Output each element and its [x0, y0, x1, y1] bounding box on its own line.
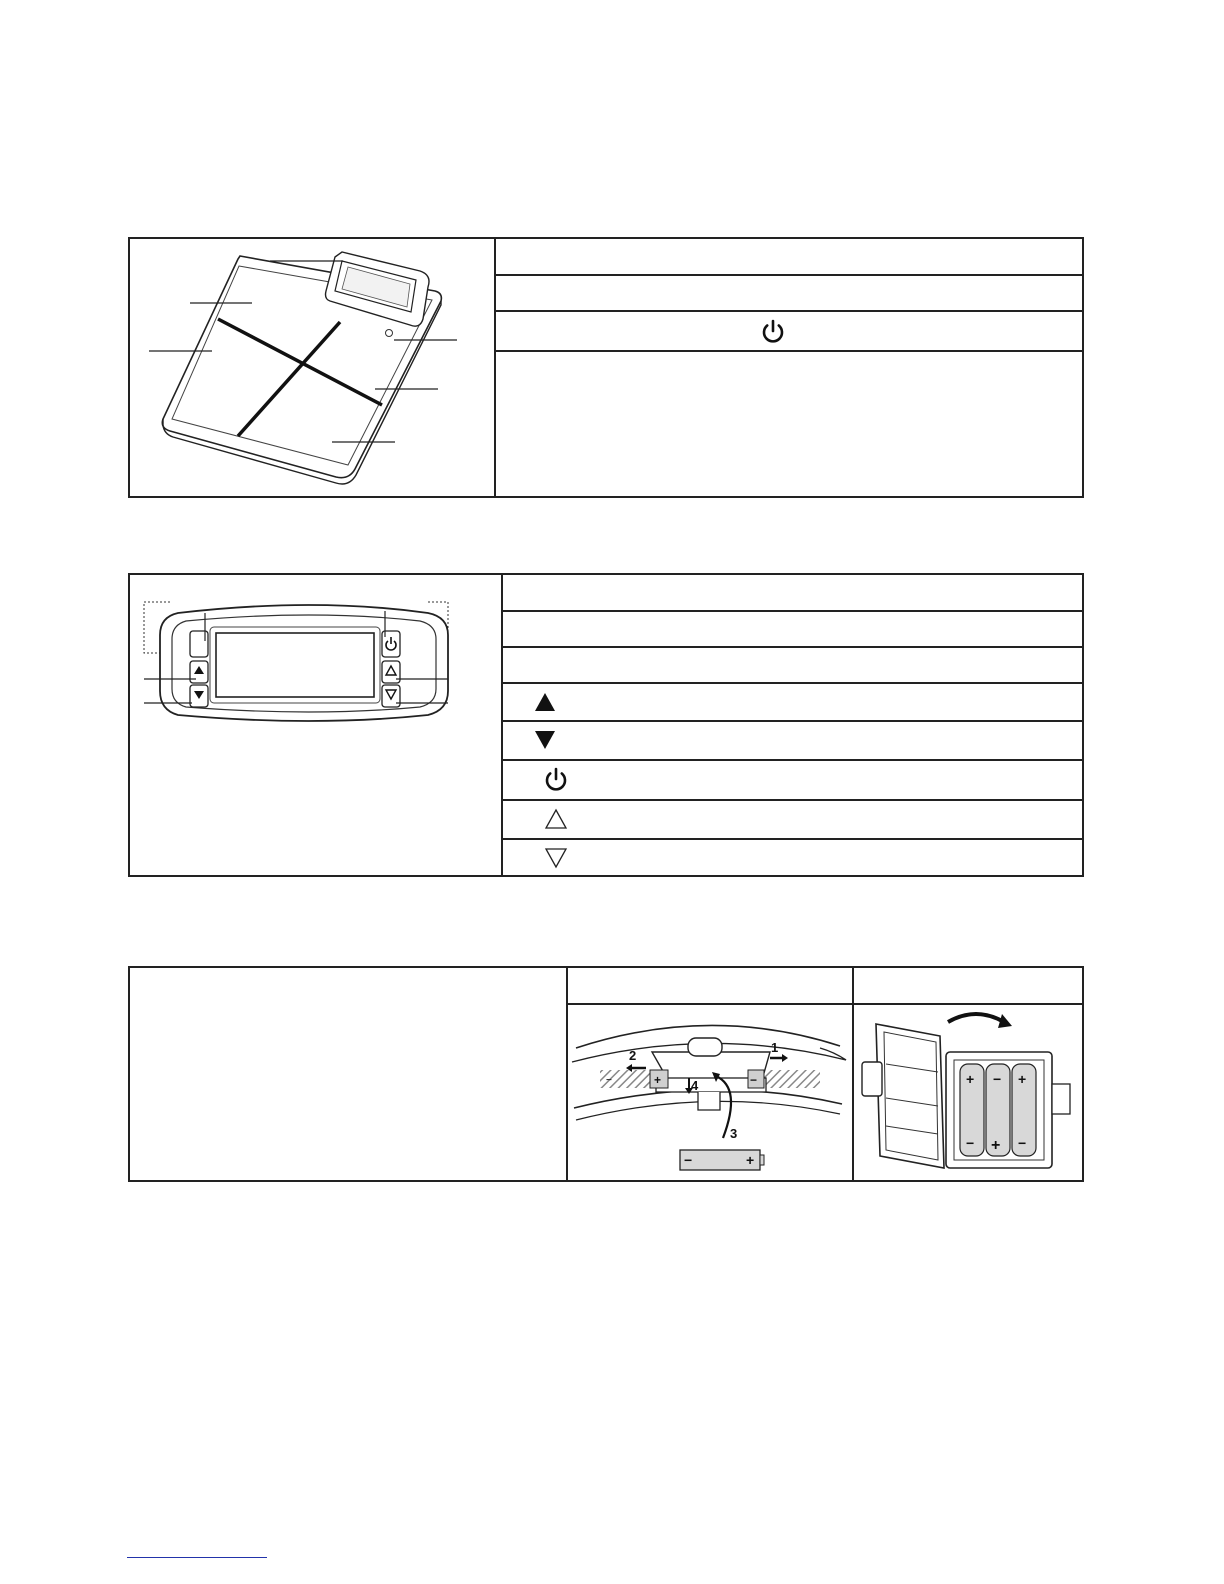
svg-text:+: + [746, 1152, 755, 1168]
power-icon [541, 765, 571, 795]
column-divider [566, 968, 568, 1180]
button-up-outline [382, 661, 400, 683]
svg-text:−: − [993, 1071, 1002, 1087]
svg-text:+: + [991, 1137, 1001, 1154]
footer-link-underline [127, 1557, 267, 1558]
svg-text:4: 4 [691, 1078, 699, 1093]
triangle-down-outline-icon [541, 843, 571, 873]
row-divider [496, 310, 1082, 312]
svg-text:2: 2 [629, 1048, 637, 1063]
triangle-up-filled-icon [531, 687, 559, 717]
row-divider [496, 274, 1082, 276]
row-divider [503, 682, 1082, 684]
svg-text:−: − [966, 1135, 975, 1151]
display-buttons-table [128, 573, 1084, 877]
column-divider [852, 968, 854, 1180]
row-divider [503, 759, 1082, 761]
svg-text:−: − [606, 1075, 612, 1086]
battery-compartment-illustration [856, 1008, 1082, 1180]
power-icon [758, 317, 788, 347]
battery-table [128, 966, 1084, 1182]
svg-text:+: + [654, 1073, 662, 1087]
row-divider [503, 720, 1082, 722]
svg-text:1: 1 [771, 1040, 779, 1055]
buttons-description-area [503, 575, 1082, 875]
svg-text:−: − [684, 1152, 693, 1168]
display-screen [216, 633, 374, 697]
row-divider [503, 646, 1082, 648]
scale-parts-table [128, 237, 1084, 498]
svg-text:3: 3 [730, 1126, 738, 1141]
svg-text:+: + [1018, 1071, 1027, 1087]
scale-illustration [130, 239, 492, 496]
svg-text:+: + [966, 1071, 975, 1087]
display-unit-illustration [130, 575, 499, 875]
row-divider [496, 350, 1082, 352]
triangle-up-outline-icon [541, 804, 571, 834]
row-divider [503, 838, 1082, 840]
header-row-divider [568, 1003, 1082, 1005]
row-divider [503, 610, 1082, 612]
svg-text:−: − [1018, 1135, 1027, 1151]
button-down-outline [382, 685, 400, 707]
triangle-down-filled-icon [531, 725, 559, 755]
parts-description-area [496, 239, 1082, 496]
battery-insertion-illustration [570, 1008, 852, 1180]
row-divider [503, 799, 1082, 801]
svg-text:−: − [750, 1073, 758, 1087]
